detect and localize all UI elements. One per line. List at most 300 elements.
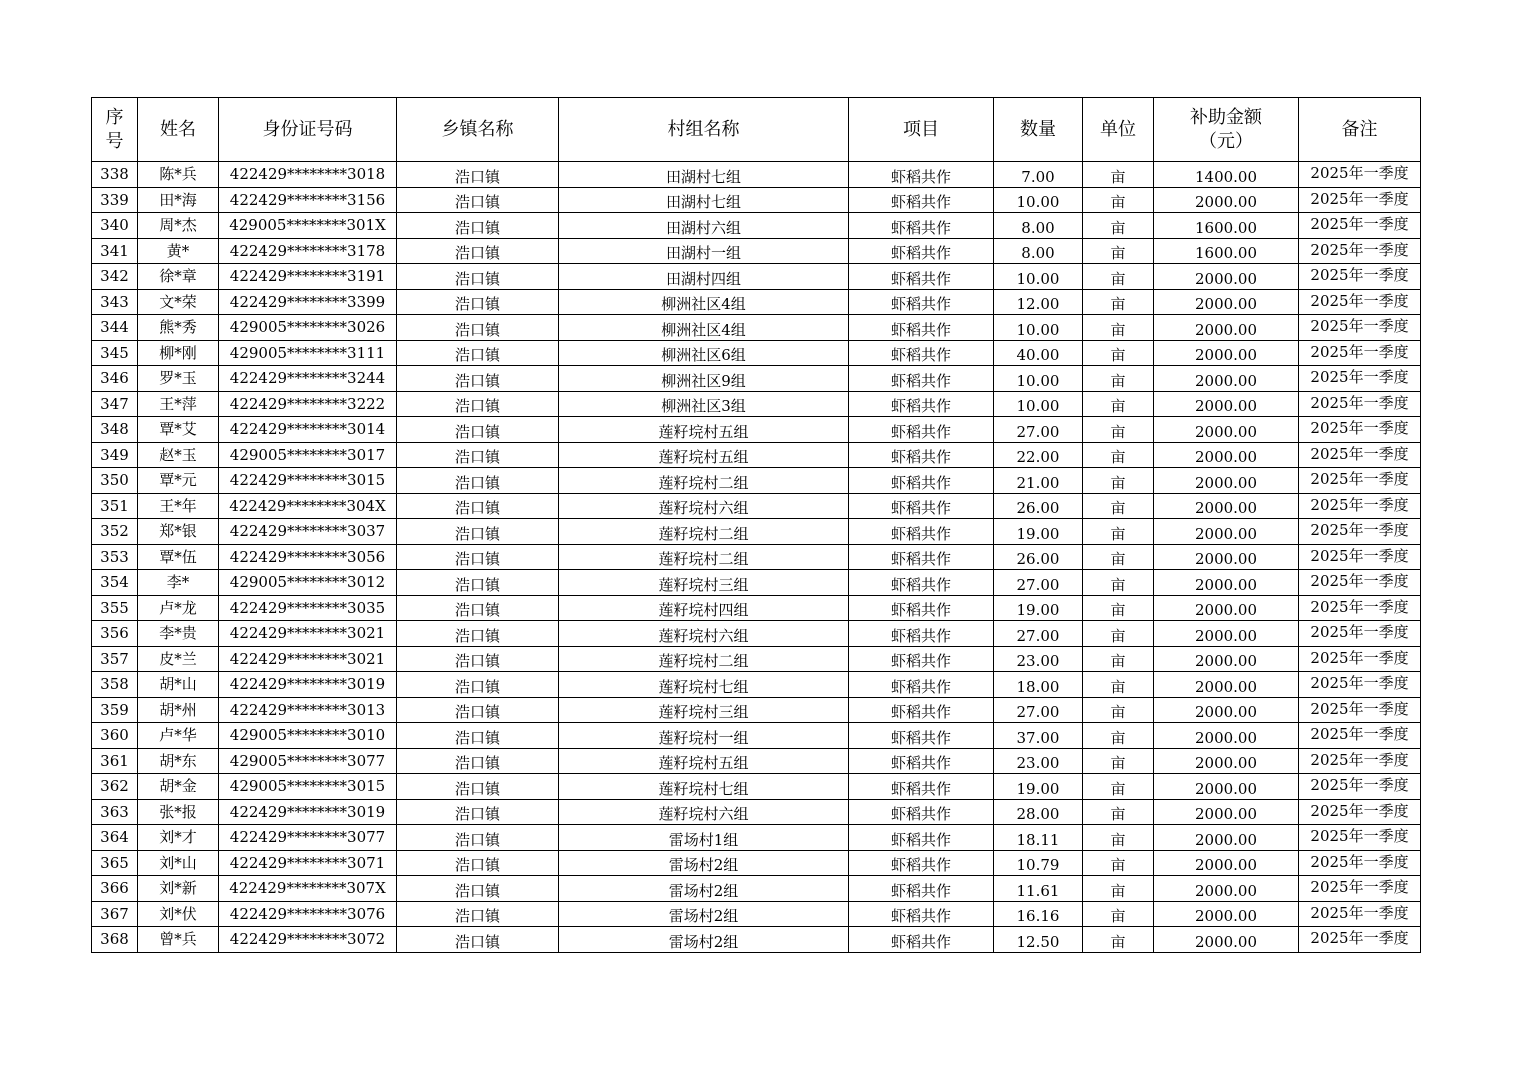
table-row — [92, 774, 1421, 800]
cell-name: 郑*银 — [138, 519, 219, 545]
cell-amount: 2000.00 — [1154, 417, 1299, 443]
cell-name: 柳*刚 — [138, 340, 219, 366]
cell-seq: 363 — [92, 799, 138, 825]
cell-project: 虾稻共作 — [849, 748, 994, 774]
cell-note: 2025年一季度 — [1299, 825, 1421, 851]
cell-unit: 亩 — [1083, 493, 1154, 519]
cell-unit: 亩 — [1083, 621, 1154, 647]
cell-amount: 2000.00 — [1154, 646, 1299, 672]
cell-note: 2025年一季度 — [1299, 442, 1421, 468]
cell-id: 422429********3191 — [219, 264, 397, 290]
cell-unit: 亩 — [1083, 697, 1154, 723]
cell-id: 422429********3019 — [219, 799, 397, 825]
header-village: 村组名称 — [559, 98, 849, 162]
cell-project: 虾稻共作 — [849, 595, 994, 621]
cell-qty: 40.00 — [994, 340, 1083, 366]
cell-id: 422429********3056 — [219, 544, 397, 570]
cell-qty: 7.00 — [994, 162, 1083, 188]
cell-amount: 2000.00 — [1154, 315, 1299, 341]
cell-project: 虾稻共作 — [849, 264, 994, 290]
cell-qty: 12.50 — [994, 927, 1083, 953]
cell-qty: 11.61 — [994, 876, 1083, 902]
cell-id: 422429********3077 — [219, 825, 397, 851]
cell-amount: 2000.00 — [1154, 595, 1299, 621]
table-row — [92, 315, 1421, 341]
cell-name: 陈*兵 — [138, 162, 219, 188]
cell-amount: 2000.00 — [1154, 340, 1299, 366]
cell-qty: 10.00 — [994, 391, 1083, 417]
header-qty: 数量 — [994, 98, 1083, 162]
table-row — [92, 621, 1421, 647]
cell-id: 422429********3014 — [219, 417, 397, 443]
cell-town: 浩口镇 — [397, 264, 559, 290]
cell-amount: 2000.00 — [1154, 748, 1299, 774]
cell-note: 2025年一季度 — [1299, 544, 1421, 570]
header-amount-line1: 补助金额 — [1190, 106, 1262, 128]
table-row — [92, 213, 1421, 239]
cell-village: 雷场村2组 — [559, 850, 849, 876]
table-row — [92, 850, 1421, 876]
cell-note: 2025年一季度 — [1299, 264, 1421, 290]
cell-note: 2025年一季度 — [1299, 238, 1421, 264]
cell-village: 柳洲社区3组 — [559, 391, 849, 417]
cell-name: 胡*金 — [138, 774, 219, 800]
cell-village: 雷场村2组 — [559, 901, 849, 927]
cell-project: 虾稻共作 — [849, 391, 994, 417]
cell-project: 虾稻共作 — [849, 340, 994, 366]
cell-seq: 356 — [92, 621, 138, 647]
cell-name: 熊*秀 — [138, 315, 219, 341]
cell-qty: 27.00 — [994, 621, 1083, 647]
cell-amount: 2000.00 — [1154, 289, 1299, 315]
header-seq — [92, 98, 138, 162]
table-row — [92, 901, 1421, 927]
cell-project: 虾稻共作 — [849, 672, 994, 698]
cell-amount: 2000.00 — [1154, 672, 1299, 698]
cell-amount: 2000.00 — [1154, 468, 1299, 494]
cell-name: 王*年 — [138, 493, 219, 519]
header-name: 姓名 — [138, 98, 219, 162]
cell-town: 浩口镇 — [397, 340, 559, 366]
cell-name: 王*萍 — [138, 391, 219, 417]
cell-id: 429005********3077 — [219, 748, 397, 774]
table-row — [92, 748, 1421, 774]
cell-town: 浩口镇 — [397, 544, 559, 570]
cell-village: 田湖村七组 — [559, 187, 849, 213]
cell-seq: 340 — [92, 213, 138, 239]
cell-village: 莲籽垸村六组 — [559, 799, 849, 825]
cell-town: 浩口镇 — [397, 825, 559, 851]
cell-qty: 21.00 — [994, 468, 1083, 494]
cell-id: 429005********3017 — [219, 442, 397, 468]
cell-village: 柳洲社区4组 — [559, 289, 849, 315]
cell-project: 虾稻共作 — [849, 825, 994, 851]
cell-name: 覃*伍 — [138, 544, 219, 570]
cell-town: 浩口镇 — [397, 876, 559, 902]
cell-village: 莲籽垸村二组 — [559, 544, 849, 570]
header-note: 备注 — [1299, 98, 1421, 162]
cell-id: 422429********3071 — [219, 850, 397, 876]
cell-unit: 亩 — [1083, 264, 1154, 290]
cell-qty: 23.00 — [994, 646, 1083, 672]
cell-name: 刘*山 — [138, 850, 219, 876]
cell-unit: 亩 — [1083, 876, 1154, 902]
cell-village: 莲籽垸村七组 — [559, 672, 849, 698]
cell-note: 2025年一季度 — [1299, 213, 1421, 239]
cell-seq: 348 — [92, 417, 138, 443]
header-row — [92, 98, 1421, 162]
cell-note: 2025年一季度 — [1299, 493, 1421, 519]
cell-id: 422429********3021 — [219, 646, 397, 672]
cell-unit: 亩 — [1083, 825, 1154, 851]
cell-note: 2025年一季度 — [1299, 697, 1421, 723]
cell-note: 2025年一季度 — [1299, 850, 1421, 876]
cell-seq: 338 — [92, 162, 138, 188]
cell-town: 浩口镇 — [397, 187, 559, 213]
cell-town: 浩口镇 — [397, 519, 559, 545]
cell-village: 莲籽垸村三组 — [559, 570, 849, 596]
cell-seq: 343 — [92, 289, 138, 315]
cell-village: 雷场村2组 — [559, 876, 849, 902]
cell-amount: 2000.00 — [1154, 570, 1299, 596]
cell-seq: 342 — [92, 264, 138, 290]
cell-amount: 2000.00 — [1154, 366, 1299, 392]
cell-project: 虾稻共作 — [849, 774, 994, 800]
cell-note: 2025年一季度 — [1299, 876, 1421, 902]
header-amount-line2: （元） — [1199, 130, 1253, 152]
cell-name: 李*贵 — [138, 621, 219, 647]
cell-id: 429005********3026 — [219, 315, 397, 341]
cell-note: 2025年一季度 — [1299, 340, 1421, 366]
table-row — [92, 799, 1421, 825]
cell-id: 429005********301X — [219, 213, 397, 239]
table-row — [92, 672, 1421, 698]
table-row — [92, 595, 1421, 621]
cell-name: 张*报 — [138, 799, 219, 825]
cell-seq: 359 — [92, 697, 138, 723]
cell-qty: 10.00 — [994, 366, 1083, 392]
cell-note: 2025年一季度 — [1299, 366, 1421, 392]
cell-amount: 2000.00 — [1154, 697, 1299, 723]
cell-town: 浩口镇 — [397, 927, 559, 953]
cell-project: 虾稻共作 — [849, 493, 994, 519]
cell-name: 黄* — [138, 238, 219, 264]
table-row — [92, 417, 1421, 443]
cell-village: 田湖村一组 — [559, 238, 849, 264]
cell-name: 胡*山 — [138, 672, 219, 698]
cell-unit: 亩 — [1083, 901, 1154, 927]
cell-seq: 350 — [92, 468, 138, 494]
cell-note: 2025年一季度 — [1299, 570, 1421, 596]
cell-town: 浩口镇 — [397, 417, 559, 443]
cell-id: 429005********3015 — [219, 774, 397, 800]
cell-qty: 37.00 — [994, 723, 1083, 749]
cell-qty: 28.00 — [994, 799, 1083, 825]
cell-qty: 27.00 — [994, 570, 1083, 596]
cell-name: 覃*艾 — [138, 417, 219, 443]
cell-unit: 亩 — [1083, 213, 1154, 239]
cell-project: 虾稻共作 — [849, 366, 994, 392]
cell-unit: 亩 — [1083, 315, 1154, 341]
cell-note: 2025年一季度 — [1299, 315, 1421, 341]
cell-name: 刘*伏 — [138, 901, 219, 927]
cell-project: 虾稻共作 — [849, 723, 994, 749]
cell-id: 422429********304X — [219, 493, 397, 519]
cell-name: 文*荣 — [138, 289, 219, 315]
table-row — [92, 289, 1421, 315]
cell-unit: 亩 — [1083, 391, 1154, 417]
cell-town: 浩口镇 — [397, 366, 559, 392]
cell-town: 浩口镇 — [397, 570, 559, 596]
cell-unit: 亩 — [1083, 442, 1154, 468]
cell-seq: 364 — [92, 825, 138, 851]
table-row — [92, 366, 1421, 392]
cell-qty: 19.00 — [994, 774, 1083, 800]
cell-village: 柳洲社区4组 — [559, 315, 849, 341]
cell-project: 虾稻共作 — [849, 646, 994, 672]
cell-unit: 亩 — [1083, 238, 1154, 264]
cell-town: 浩口镇 — [397, 391, 559, 417]
cell-town: 浩口镇 — [397, 213, 559, 239]
table-row — [92, 519, 1421, 545]
cell-amount: 2000.00 — [1154, 774, 1299, 800]
cell-seq: 346 — [92, 366, 138, 392]
table-row — [92, 187, 1421, 213]
cell-qty: 26.00 — [994, 544, 1083, 570]
cell-id: 422429********3178 — [219, 238, 397, 264]
cell-qty: 8.00 — [994, 213, 1083, 239]
cell-note: 2025年一季度 — [1299, 927, 1421, 953]
cell-town: 浩口镇 — [397, 748, 559, 774]
cell-village: 莲籽垸村二组 — [559, 468, 849, 494]
cell-project: 虾稻共作 — [849, 876, 994, 902]
cell-village: 柳洲社区9组 — [559, 366, 849, 392]
table-row — [92, 442, 1421, 468]
cell-unit: 亩 — [1083, 162, 1154, 188]
cell-project: 虾稻共作 — [849, 850, 994, 876]
cell-village: 莲籽垸村一组 — [559, 723, 849, 749]
table-row — [92, 238, 1421, 264]
cell-village: 莲籽垸村三组 — [559, 697, 849, 723]
cell-unit: 亩 — [1083, 570, 1154, 596]
table-row — [92, 927, 1421, 953]
cell-project: 虾稻共作 — [849, 468, 994, 494]
cell-amount: 1400.00 — [1154, 162, 1299, 188]
cell-qty: 27.00 — [994, 417, 1083, 443]
table-row — [92, 493, 1421, 519]
cell-project: 虾稻共作 — [849, 315, 994, 341]
cell-seq: 339 — [92, 187, 138, 213]
cell-id: 422429********3021 — [219, 621, 397, 647]
cell-amount: 2000.00 — [1154, 187, 1299, 213]
cell-town: 浩口镇 — [397, 697, 559, 723]
header-town: 乡镇名称 — [397, 98, 559, 162]
header-amount — [1154, 98, 1299, 162]
cell-amount: 2000.00 — [1154, 799, 1299, 825]
subsidy-table — [91, 97, 1421, 953]
table-row — [92, 264, 1421, 290]
cell-name: 胡*州 — [138, 697, 219, 723]
cell-village: 莲籽垸村五组 — [559, 417, 849, 443]
cell-seq: 355 — [92, 595, 138, 621]
cell-project: 虾稻共作 — [849, 213, 994, 239]
cell-town: 浩口镇 — [397, 315, 559, 341]
header-seq-line1: 序 — [105, 106, 124, 128]
table-row — [92, 723, 1421, 749]
cell-name: 皮*兰 — [138, 646, 219, 672]
table-row — [92, 544, 1421, 570]
cell-amount: 2000.00 — [1154, 723, 1299, 749]
cell-name: 李* — [138, 570, 219, 596]
cell-amount: 2000.00 — [1154, 519, 1299, 545]
cell-town: 浩口镇 — [397, 850, 559, 876]
cell-qty: 10.00 — [994, 264, 1083, 290]
cell-seq: 358 — [92, 672, 138, 698]
cell-note: 2025年一季度 — [1299, 748, 1421, 774]
cell-village: 田湖村六组 — [559, 213, 849, 239]
cell-name: 曾*兵 — [138, 927, 219, 953]
header-project: 项目 — [849, 98, 994, 162]
cell-town: 浩口镇 — [397, 468, 559, 494]
cell-id: 429005********3111 — [219, 340, 397, 366]
cell-id: 422429********3013 — [219, 697, 397, 723]
cell-town: 浩口镇 — [397, 442, 559, 468]
cell-name: 罗*玉 — [138, 366, 219, 392]
cell-id: 422429********3156 — [219, 187, 397, 213]
cell-amount: 2000.00 — [1154, 850, 1299, 876]
cell-name: 覃*元 — [138, 468, 219, 494]
cell-town: 浩口镇 — [397, 162, 559, 188]
cell-name: 赵*玉 — [138, 442, 219, 468]
cell-seq: 367 — [92, 901, 138, 927]
cell-id: 422429********3015 — [219, 468, 397, 494]
cell-id: 422429********3072 — [219, 927, 397, 953]
cell-id: 422429********3037 — [219, 519, 397, 545]
cell-seq: 349 — [92, 442, 138, 468]
cell-project: 虾稻共作 — [849, 544, 994, 570]
cell-unit: 亩 — [1083, 340, 1154, 366]
cell-note: 2025年一季度 — [1299, 723, 1421, 749]
cell-id: 422429********307X — [219, 876, 397, 902]
cell-amount: 2000.00 — [1154, 544, 1299, 570]
cell-project: 虾稻共作 — [849, 621, 994, 647]
cell-qty: 10.00 — [994, 315, 1083, 341]
cell-amount: 2000.00 — [1154, 391, 1299, 417]
cell-unit: 亩 — [1083, 187, 1154, 213]
cell-name: 周*杰 — [138, 213, 219, 239]
cell-qty: 27.00 — [994, 697, 1083, 723]
cell-seq: 344 — [92, 315, 138, 341]
cell-unit: 亩 — [1083, 468, 1154, 494]
cell-id: 429005********3012 — [219, 570, 397, 596]
cell-unit: 亩 — [1083, 544, 1154, 570]
cell-amount: 1600.00 — [1154, 213, 1299, 239]
cell-project: 虾稻共作 — [849, 901, 994, 927]
cell-id: 422429********3019 — [219, 672, 397, 698]
cell-qty: 22.00 — [994, 442, 1083, 468]
cell-seq: 360 — [92, 723, 138, 749]
cell-id: 422429********3035 — [219, 595, 397, 621]
cell-name: 卢*华 — [138, 723, 219, 749]
cell-amount: 1600.00 — [1154, 238, 1299, 264]
cell-project: 虾稻共作 — [849, 799, 994, 825]
table-row — [92, 825, 1421, 851]
cell-qty: 26.00 — [994, 493, 1083, 519]
cell-unit: 亩 — [1083, 595, 1154, 621]
cell-amount: 2000.00 — [1154, 876, 1299, 902]
cell-qty: 10.79 — [994, 850, 1083, 876]
cell-note: 2025年一季度 — [1299, 417, 1421, 443]
cell-project: 虾稻共作 — [849, 519, 994, 545]
cell-town: 浩口镇 — [397, 723, 559, 749]
cell-amount: 2000.00 — [1154, 493, 1299, 519]
header-seq-line2: 号 — [105, 130, 124, 152]
cell-project: 虾稻共作 — [849, 417, 994, 443]
cell-seq: 353 — [92, 544, 138, 570]
cell-name: 卢*龙 — [138, 595, 219, 621]
cell-project: 虾稻共作 — [849, 162, 994, 188]
cell-note: 2025年一季度 — [1299, 672, 1421, 698]
cell-village: 莲籽垸村五组 — [559, 748, 849, 774]
cell-town: 浩口镇 — [397, 901, 559, 927]
cell-project: 虾稻共作 — [849, 442, 994, 468]
table-row — [92, 570, 1421, 596]
cell-seq: 368 — [92, 927, 138, 953]
cell-unit: 亩 — [1083, 723, 1154, 749]
cell-seq: 361 — [92, 748, 138, 774]
cell-unit: 亩 — [1083, 774, 1154, 800]
cell-village: 莲籽垸村五组 — [559, 442, 849, 468]
cell-name: 刘*才 — [138, 825, 219, 851]
cell-village: 雷场村2组 — [559, 927, 849, 953]
cell-town: 浩口镇 — [397, 774, 559, 800]
cell-seq: 362 — [92, 774, 138, 800]
cell-project: 虾稻共作 — [849, 187, 994, 213]
cell-qty: 16.16 — [994, 901, 1083, 927]
cell-id: 422429********3222 — [219, 391, 397, 417]
table-header — [92, 98, 1421, 162]
cell-village: 莲籽垸村四组 — [559, 595, 849, 621]
cell-village: 雷场村1组 — [559, 825, 849, 851]
cell-qty: 8.00 — [994, 238, 1083, 264]
table-row — [92, 162, 1421, 188]
cell-seq: 366 — [92, 876, 138, 902]
cell-village: 柳洲社区6组 — [559, 340, 849, 366]
cell-note: 2025年一季度 — [1299, 391, 1421, 417]
cell-id: 422429********3018 — [219, 162, 397, 188]
cell-note: 2025年一季度 — [1299, 901, 1421, 927]
cell-seq: 365 — [92, 850, 138, 876]
cell-qty: 18.00 — [994, 672, 1083, 698]
cell-note: 2025年一季度 — [1299, 468, 1421, 494]
cell-unit: 亩 — [1083, 646, 1154, 672]
cell-name: 胡*东 — [138, 748, 219, 774]
cell-qty: 10.00 — [994, 187, 1083, 213]
cell-town: 浩口镇 — [397, 646, 559, 672]
cell-project: 虾稻共作 — [849, 289, 994, 315]
cell-id: 429005********3010 — [219, 723, 397, 749]
cell-seq: 345 — [92, 340, 138, 366]
cell-amount: 2000.00 — [1154, 825, 1299, 851]
cell-amount: 2000.00 — [1154, 442, 1299, 468]
cell-id: 422429********3244 — [219, 366, 397, 392]
cell-project: 虾稻共作 — [849, 927, 994, 953]
cell-note: 2025年一季度 — [1299, 162, 1421, 188]
cell-town: 浩口镇 — [397, 621, 559, 647]
cell-unit: 亩 — [1083, 748, 1154, 774]
cell-unit: 亩 — [1083, 289, 1154, 315]
cell-town: 浩口镇 — [397, 493, 559, 519]
